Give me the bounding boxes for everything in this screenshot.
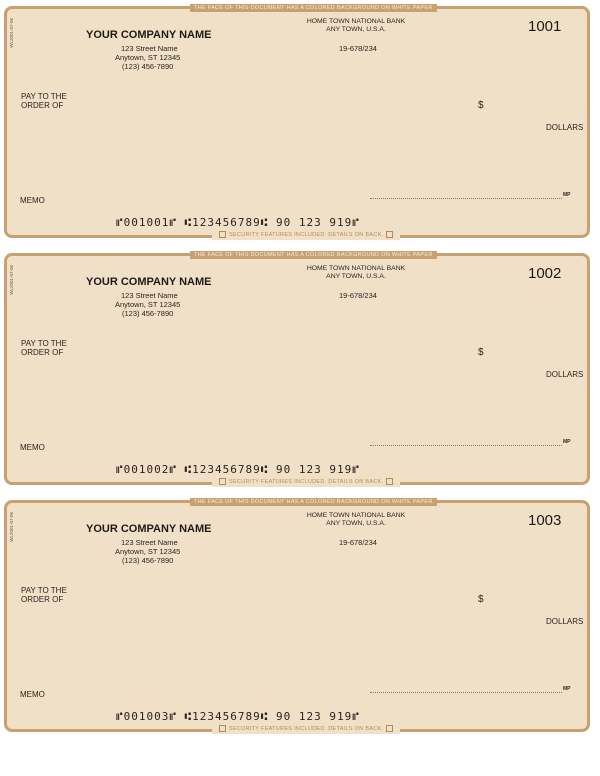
- security-text: SECURITY FEATURES INCLUDED. DETAILS ON BACK.: [229, 726, 384, 732]
- bank-city: ANY TOWN, U.S.A.: [326, 520, 386, 527]
- routing-fraction: 19-678/234: [339, 538, 377, 547]
- company-phone: (123) 456-7890: [122, 556, 174, 565]
- company-name: YOUR COMPANY NAME: [86, 29, 212, 41]
- pay-to-line2: ORDER OF: [21, 595, 64, 604]
- check-number: 1001: [528, 18, 562, 35]
- bank-city: ANY TOWN, U.S.A.: [326, 273, 386, 280]
- dollar-sign: $: [478, 347, 484, 358]
- signature-line: [370, 692, 562, 693]
- company-street: 123 Street Name: [121, 538, 178, 547]
- memo-label: MEMO: [20, 443, 45, 452]
- top-security-banner: THE FACE OF THIS DOCUMENT HAS A COLORED BACKGROUND ON WHITE PAPER: [190, 4, 437, 12]
- mp-mark: MP: [563, 686, 571, 692]
- company-city: Anytown, ST 12345: [115, 53, 181, 62]
- micr-line: ⑈001001⑈ ⑆123456789⑆ 90 123 919⑈: [116, 216, 360, 229]
- check-number: 1002: [528, 265, 562, 282]
- dollars-label: DOLLARS: [546, 123, 584, 132]
- bank-name: HOME TOWN NATIONAL BANK: [306, 18, 406, 25]
- company-phone: (123) 456-7890: [122, 309, 174, 318]
- signature-line: [370, 445, 562, 446]
- mp-mark: MP: [563, 192, 571, 198]
- micr-line: ⑈001003⑈ ⑆123456789⑆ 90 123 919⑈: [116, 710, 360, 723]
- lock-icon: [386, 231, 393, 238]
- check-3: [4, 498, 594, 736]
- company-city: Anytown, ST 12345: [115, 300, 181, 309]
- form-code: WL2001-07-06: [9, 512, 14, 542]
- bank-name: HOME TOWN NATIONAL BANK: [306, 512, 406, 519]
- mp-mark: MP: [563, 439, 571, 445]
- company-street: 123 Street Name: [121, 44, 178, 53]
- routing-fraction: 19-678/234: [339, 291, 377, 300]
- pay-to-line2: ORDER OF: [21, 348, 64, 357]
- dollar-sign: $: [478, 594, 484, 605]
- bank-city: ANY TOWN, U.S.A.: [326, 26, 386, 33]
- pay-to-line1: PAY TO THE: [21, 586, 67, 595]
- form-code: WL2001-07-06: [9, 265, 14, 295]
- pay-to-label: [21, 586, 67, 604]
- check-2: [4, 251, 594, 489]
- lock-icon: [219, 725, 226, 732]
- pay-to-label: [21, 339, 67, 357]
- routing-fraction: 19-678/234: [339, 44, 377, 53]
- company-street: 123 Street Name: [121, 291, 178, 300]
- pay-to-line1: PAY TO THE: [21, 92, 67, 101]
- lock-icon: [219, 478, 226, 485]
- bottom-security-banner: [212, 478, 400, 487]
- pay-to-line1: PAY TO THE: [21, 339, 67, 348]
- company-name: YOUR COMPANY NAME: [86, 523, 212, 535]
- form-code: WL2001-07-06: [9, 18, 14, 48]
- memo-label: MEMO: [20, 690, 45, 699]
- company-name: YOUR COMPANY NAME: [86, 276, 212, 288]
- pay-to-line2: ORDER OF: [21, 101, 64, 110]
- bank-name: HOME TOWN NATIONAL BANK: [306, 265, 406, 272]
- security-text: SECURITY FEATURES INCLUDED. DETAILS ON BACK.: [229, 479, 384, 485]
- lock-icon: [386, 478, 393, 485]
- company-phone: (123) 456-7890: [122, 62, 174, 71]
- bottom-security-banner: [212, 725, 400, 734]
- dollars-label: DOLLARS: [546, 617, 584, 626]
- company-city: Anytown, ST 12345: [115, 547, 181, 556]
- top-security-banner: THE FACE OF THIS DOCUMENT HAS A COLORED BACKGROUND ON WHITE PAPER: [190, 251, 437, 259]
- micr-line: ⑈001002⑈ ⑆123456789⑆ 90 123 919⑈: [116, 463, 360, 476]
- signature-line: [370, 198, 562, 199]
- check-number: 1003: [528, 512, 562, 529]
- lock-icon: [219, 231, 226, 238]
- check-1: [4, 4, 594, 242]
- lock-icon: [386, 725, 393, 732]
- top-security-banner: THE FACE OF THIS DOCUMENT HAS A COLORED BACKGROUND ON WHITE PAPER: [190, 498, 437, 506]
- pay-to-label: [21, 92, 67, 110]
- dollars-label: DOLLARS: [546, 370, 584, 379]
- dollar-sign: $: [478, 100, 484, 111]
- memo-label: MEMO: [20, 196, 45, 205]
- bottom-security-banner: [212, 231, 400, 240]
- security-text: SECURITY FEATURES INCLUDED. DETAILS ON BACK.: [229, 232, 384, 238]
